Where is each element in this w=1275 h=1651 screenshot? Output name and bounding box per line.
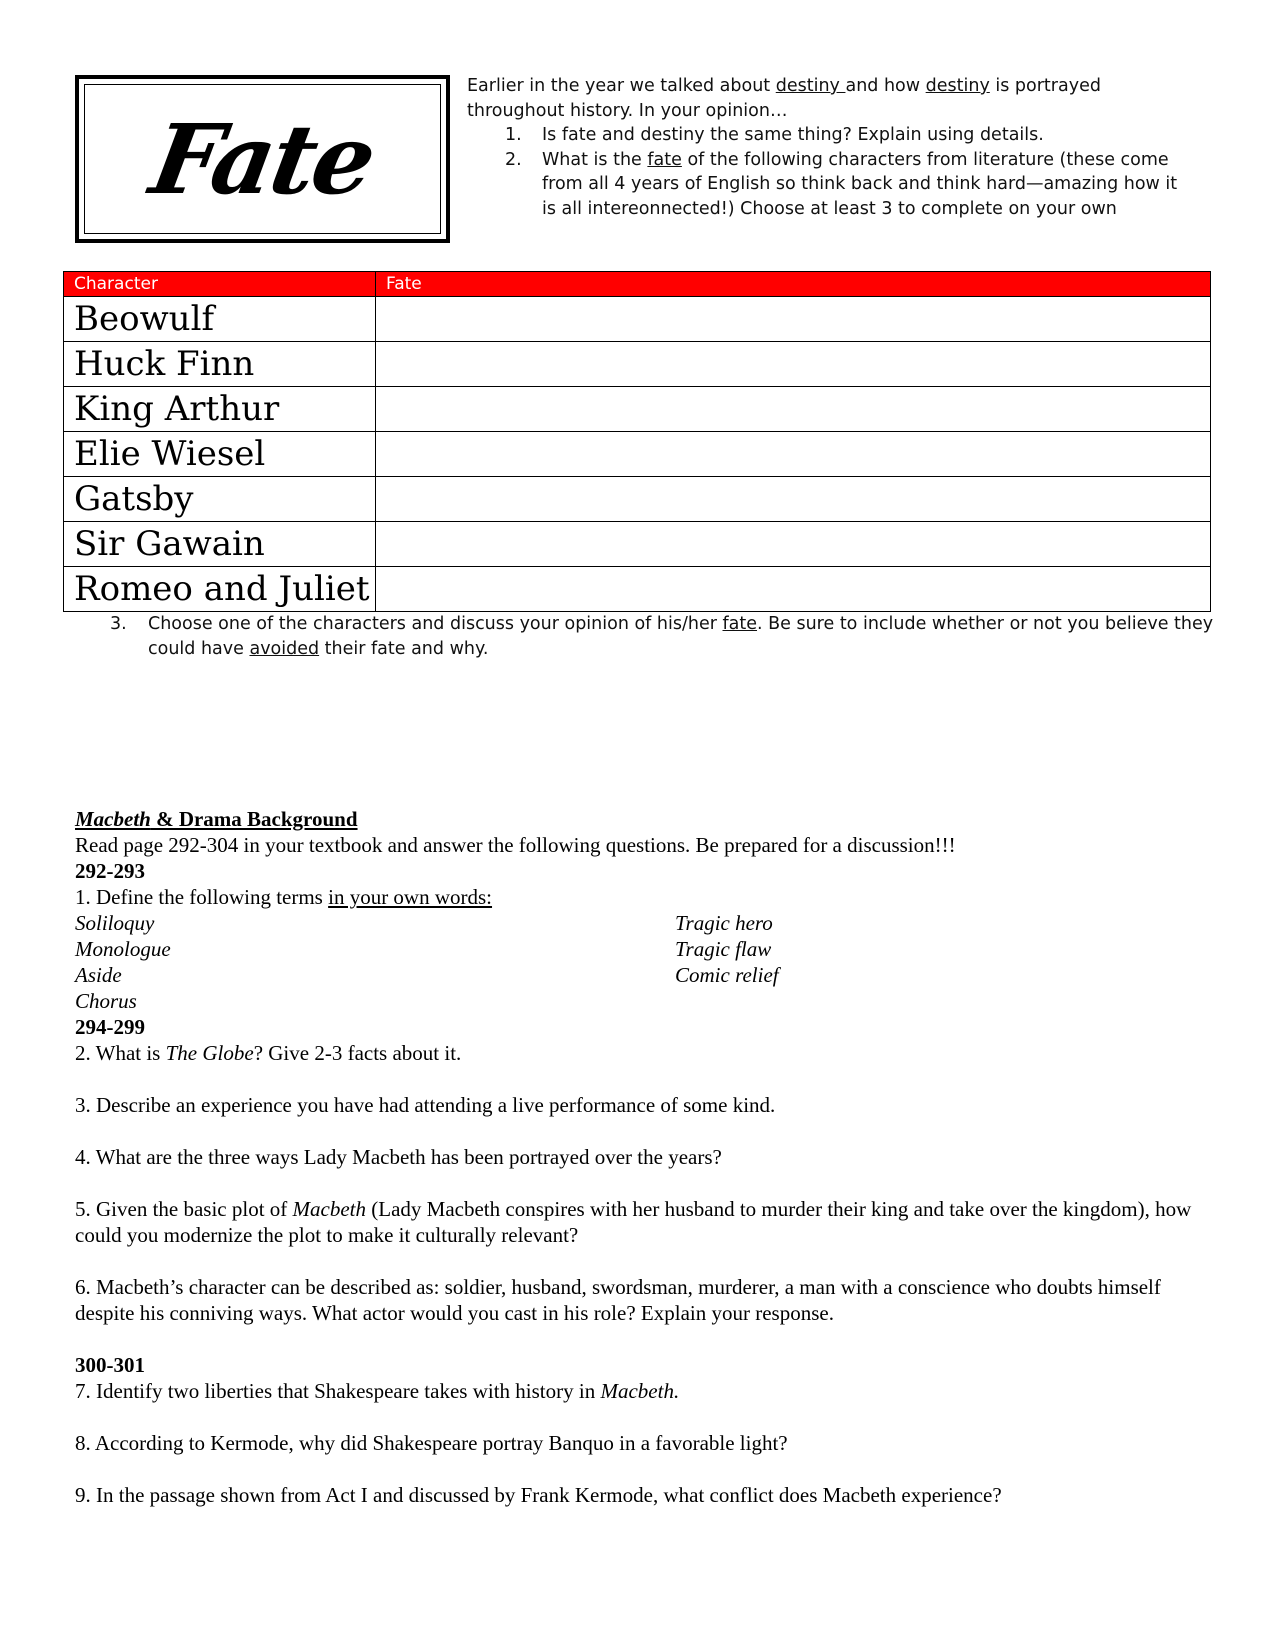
intro-text-part: Earlier in the year we talked about [467,76,776,96]
table-row [64,522,1211,567]
page-title: Fate [143,102,382,216]
table-row [64,387,1211,432]
character-cell: Sir Gawain [64,522,376,567]
term: Comic relief [675,963,779,987]
table-header-row [64,272,1211,297]
fate-cell[interactable] [376,342,1211,387]
question-text: 2. What is [75,1041,166,1065]
character-cell: Romeo and Juliet [64,567,376,612]
fate-title-box-inner [84,84,441,234]
question-text: What is the [542,149,648,170]
question-3 [110,612,1228,661]
question-italic: Macbeth [292,1197,367,1221]
fate-cell[interactable] [376,567,1211,612]
table-row [64,567,1211,612]
character-fate-table [63,271,1211,612]
macbeth-question-9: 9. In the passage shown from Act I and discussed by Frank Kermode, what conflict does Macbeth experience? [75,1483,1002,1507]
intro-text-part: is portrayed throughout history. In your opinion… [467,76,1101,121]
character-cell: Beowulf [64,297,376,342]
macbeth-section [75,806,1215,1508]
question-text: of the following characters from literature (these come from all 4 years of English so think back and think hard—amazing how it is all intereonnected!) Choose at least 3 to complete on your own [542,149,1178,219]
destiny-underlined: destiny [925,76,990,96]
page-range-heading: 292-293 [75,859,145,883]
header-character: Character [64,272,376,297]
header-fate: Fate [376,272,1211,297]
fate-underlined: fate [722,614,758,634]
term: Tragic hero [675,911,773,935]
question-text: Is fate and destiny the same thing? Explain using details. [542,125,1044,145]
fate-cell[interactable] [376,522,1211,567]
macbeth-question-5 [75,1196,1215,1248]
intro-section [467,74,1187,221]
character-cell: Gatsby [64,477,376,522]
term: Chorus [75,989,137,1013]
question-2 [467,148,1187,222]
heading-rest: & Drama Background [150,807,358,831]
fate-cell[interactable] [376,387,1211,432]
question-text: 7. Identify two liberties that Shakespeare takes with history in [75,1379,601,1403]
intro-text [467,74,1187,123]
question-number: 1. [505,125,522,145]
question-text: 1. Define the following terms [75,885,329,909]
question-text: their fate and why. [319,638,489,659]
macbeth-question-3: 3. Describe an experience you have had attending a live performance of some kind. [75,1093,776,1117]
macbeth-question-8: 8. According to Kermode, why did Shakespeare portray Banquo in a favorable light? [75,1431,788,1455]
term: Soliloquy [75,911,155,935]
macbeth-question-7 [75,1378,1215,1404]
macbeth-question-2 [75,1040,1215,1066]
question-italic: Macbeth. [600,1379,680,1403]
question-text: (Lady Macbeth conspires with her husband to murder their king and take over the kingdom), how could you modernize the plot to make it culturally relevant? [75,1197,1192,1247]
terms-left-column [75,910,171,1014]
fate-underlined: fate [647,149,682,170]
terms-right-column [675,910,779,988]
question-text: 5. Given the basic plot of [75,1197,293,1221]
term: Monologue [75,937,171,961]
heading-italic: Macbeth [75,807,151,831]
question-italic: The Globe [165,1041,254,1065]
terms-list [75,910,1215,1014]
question-number: 2. [505,149,522,170]
section-heading [75,806,1215,832]
page-range-heading: 300-301 [75,1353,145,1377]
table-row [64,297,1211,342]
fate-cell[interactable] [376,297,1211,342]
term: Aside [75,963,122,987]
macbeth-question-1 [75,884,1215,910]
character-cell: King Arthur [64,387,376,432]
question-text: Choose one of the characters and discuss your opinion of his/her [148,614,723,634]
page-range-heading: 294-299 [75,1015,145,1039]
instructions: Read page 292-304 in your textbook and answer the following questions. Be prepared for a discussion!!! [75,833,956,857]
fate-cell[interactable] [376,477,1211,522]
table-row [64,477,1211,522]
fate-title-box [75,75,450,243]
avoided-underlined: avoided [249,638,320,659]
character-cell: Elie Wiesel [64,432,376,477]
question-number: 3. [110,614,127,634]
question-text: ? Give 2-3 facts about it. [253,1041,462,1065]
question-text: . Be sure to include whether or not you believe they could have [148,614,1214,659]
question-underlined: in your own words: [328,885,493,909]
fate-cell[interactable] [376,432,1211,477]
question-1 [467,123,1187,148]
macbeth-question-4: 4. What are the three ways Lady Macbeth has been portrayed over the years? [75,1145,722,1169]
table-row [64,342,1211,387]
intro-text-part: and how [845,76,926,96]
character-cell: Huck Finn [64,342,376,387]
macbeth-question-6: 6. Macbeth’s character can be described as: soldier, husband, swordsman, murderer, a man with a conscience who doubts himself despite his conniving ways. What actor would you cast in his role? Explain your response. [75,1275,1161,1325]
term: Tragic flaw [675,937,772,961]
table-row [64,432,1211,477]
destiny-underlined: destiny [775,76,846,96]
